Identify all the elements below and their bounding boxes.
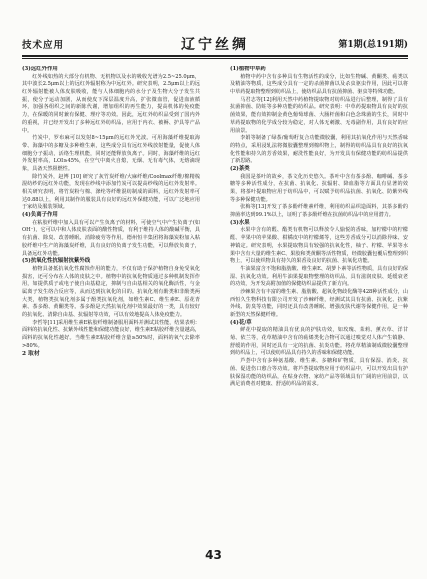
section-heading: (3)远红外作用	[22, 66, 58, 72]
section-heading: (4)花/草	[230, 319, 252, 326]
paragraph: 李哲等[11]采用维生素E粘胶纤维制备服用面料并测试其性能，结果表明：面料的抗氧化性、抗紫外线性能和保健功能良好，维生素E粘胶纤维含量越高，面料的抗氧化性越好。当维生素E粘胶纤维含量≥50%时，面料的氧气去除率>80%。	[22, 319, 200, 349]
section-heading: (2)茶类	[230, 165, 250, 172]
right-column	[230, 66, 408, 546]
paragraph: 牛油果富含不饱和脂肪酸、维生素E、胡萝卜素等活性物质，具有良好的保湿、抗氧化功效。利用牛油果提取物整理的纺织品，具有滋润皮肤、延缓衰老的功效，为开发高附加值的保健纺织品提供了新方向。	[230, 265, 408, 288]
paragraph: 李娟等制备了绿茶/葡萄籽复合功能微胶囊，利用其抗氧化作用与天然香味的特点，采用浸轧法将微胶囊整理到棉织物上，制得的纺织品具有良好的抗氧化性能和持久的芳香效果，耐洗性能良好，为开发具有保健功能的纺织品提供了新思路。	[230, 135, 408, 165]
paragraph: 鲜花中提取的精油具有优良的护肤功效，如玫瑰、茉莉、薰衣草、洋甘菊、依兰等，花草精油中含有的萜烯类化合物可以通过嗅觉对人体产生镇静、舒缓的作用，同时还具有一定的抗菌、抗炎功能。将花草精油制成微胶囊整理到纺织品上，可以使纺织品具有持久的香味和保健功能。	[230, 327, 408, 357]
paragraph: 植物具备抵抗氧化性腐蚀作用的能力，不仅有助于保护植物自身免受氧化损害，还可分布在人体的皮肤之中。植物中的抗氧化物质通过多种机制发挥作用，如提供质子或电子使自由基稳定，抑制与自由基相关的氧化酶活性，与金属离子发生络合反应等，从而达到抗氧化的目的。抗氧化剂有酚类和非酚类两大类，植物类抗氧化剂多属于酚类抗氧化剂，如维生素C、维生素E、原花青素、茶多酚、黄酮类等。茶多酚是天然抗氧化剂中效果最好的一类，具有较好的抗氧化、清除自由基、抗辐射等功效，可以有效地提高人体免疫能力。	[22, 265, 200, 318]
section-heading: 2 取材	[22, 351, 40, 358]
section-heading: (4)负离子作用	[22, 212, 58, 219]
section-heading: (1)植物中草药	[230, 66, 266, 72]
paragraph: 张梅等[13]开发了茶多酚纤维素纤维，利用纺织品织造面料，其茶多酚的抑菌率达到99.1%以上，证明了茶多酚纤维在抗菌纺织品中的应用潜力。	[230, 204, 408, 219]
header-rule-thick	[22, 55, 408, 57]
paragraph: 芦荟中含有多种氨基酸、维生素、多糖和矿物质，具有保湿、消炎、抗菌、促进伤口愈合等功效。将芦荟提取物应用于纺织品中，可以开发出具有护肤保湿功能的纺织品，在贴身衣物、家纺产品等领域具有广阔的应用前景，以满足消费者对健康、舒适纺织品的需求。	[230, 358, 408, 388]
paragraph: 马君志等[12]利用天然中药植物提取物对纺织品进行后整理，制得了具有抗菌抑菌、防蛀等多种功能的纺织品。研究表明：中草药提取物具有良好的抗菌效果，能有效抑制金黄色葡萄球菌、大肠杆菌和白色念珠菌的生长，同时中草药提取物的化学成分较为稳定，对人体无刺激、无毒副作用，具有良好的应用前景。	[230, 96, 408, 134]
journal-title: 辽宁丝绸	[181, 37, 249, 53]
section-heading: (5)抗氧化性抗辐射抗紫外线	[22, 258, 91, 265]
header-rule-thin	[22, 58, 408, 59]
paragraph: 在粘胶纤维中加入具有可以产生负离子的材料，可使空气中产生负离子(如OH⁻)，它可以中和人体皮肤表面的酸性物质，有利于维持人体的酸碱平衡，具有抗菌、除臭、改善睡眠、消除疲劳等作用。德州恒丰集团将海藻炭粉加入粘胶纤维中生产的海藻炭纤维，具有良好的负离子发生功能，可以释放负离子，具备远红外功能。	[22, 219, 200, 257]
paragraph: 我国是茶叶的故乡，茶文化历史悠久。茶叶中含有茶多酚、咖啡碱、茶多糖等多种活性成分，在抗菌、抗氧化、抗辐射、降血脂等方面具有显著的效果，将茶叶提取物应用于纺织品中，可以赋予纺织品抗菌、抗氧化、防紫外线等多种保健功能。	[230, 173, 408, 203]
section-label: 技术应用	[22, 40, 65, 51]
paragraph: 除竹炭外，赵博 [10] 研究了灰竹炭纤维/大麻纤维/Coolmax纤维/棉精梳混纺纱的远红外功能，发现在纱线中添加竹炭可以提高纱线的远红外发射率。相关研究表明，将竹炭粉与棉、涤纶等纤维混纺制成的面料，远红外发射率可达0.88以上，利用其制作的服装具有良好的远红外保健功能，可以广泛地应用于家纺及服装领域。	[22, 173, 200, 211]
paragraph: 沙棘果含有丰富的维生素、脂肪酸、超氧化物歧化酶等428种活性成分，山西恒久生物科技有限公司开发了沙棘纤维，经测试其具有抗菌、抗氧化、抗紫外线、防臭等功能，同时还具有改善睡眠、增强皮肤代谢等保健作用，是一种新型的天然保健纤维。	[230, 288, 408, 318]
left-column	[22, 66, 200, 536]
page-header	[22, 34, 408, 54]
issue-number: 第1期(总191期)	[338, 40, 408, 50]
paragraph: 植物中药中含有多种具有生物活性的成分，比如生物碱、黄酮类、萜类以及精油等物质，这些成分具有一定的杀菌抑菌以及杀虫驱虫作用，因此可以将中草药提取物整理到纺织品上，使纺织品具有抗菌抑菌、驱虫等特殊功能。	[230, 73, 408, 96]
paragraph: 竹炭中，罗布麻可以发射8~15μm的远红外光波。可用海藻纤维提取海带、海藻中的多糖及多种维生素，这些成分具有远红外线放射能量，促使人体细胞分子振动，活络生理机能，同时还能释放负离子。同时，海藻纤维的远红外发射率高，LOI≥45%，在空气中离火自熄，无烟、无有毒气体，无熔滴现象，具备天然阻燃性。	[22, 135, 200, 172]
section-heading: (3)水果	[230, 219, 250, 226]
page-number: 43	[205, 548, 222, 562]
paragraph: 红外线如热的大部分有机物、无机物以及水的吸收光谱为2.5~25.0μm，其中波长2.5μm以上的远红外辐射称为中远红外。研究表明，2.5μm以上的远红外辐射能被人体皮肤吸收，能与人体细胞内的水分子及生物大分子发生共振，使分子运动加剧，从而使皮下深层温度升高，扩张微血管，促进血液循环，加强各组织之间的新陈代谢，增加组织的再生能力，提高机体的免疫能力，在保暖的同时兼有保健、理疗等功效。因此，远红外纺织品受到了国内外的重视，并已经开发出了多种远红外纺织品，应用于内衣、被褥、护具等产品中。	[22, 73, 200, 134]
paragraph: 水果中含有的醛、酯类有机物可以释放令人愉悦的香味，加柠檬中的柠檬醛、苹果中的苹果酸、柑橘皮中的柠檬烯等，这些芳香成分可以消除异味、安神镇定。研究表明，水果提取物具有较强的抗氧化性，柚子、柠檬、苹果等水果中含有大量的维生素C、果胶和类黄酮等活性物质，经微胶囊包覆后整理到织物上，可以使织物具有持久的果香及良好的抗菌、抗氧化功能。	[230, 227, 408, 265]
